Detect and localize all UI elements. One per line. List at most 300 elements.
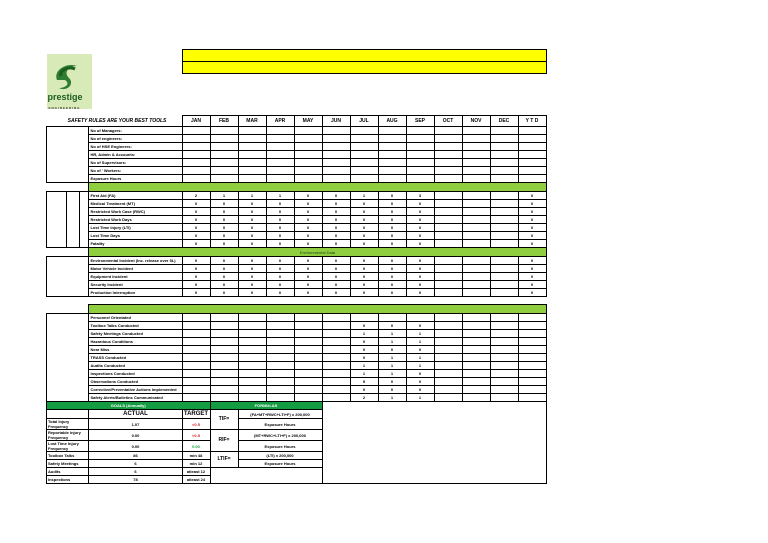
cell — [434, 346, 462, 354]
value-cell: 0 — [378, 386, 406, 394]
cell — [434, 322, 462, 330]
cell — [266, 143, 294, 151]
value-cell — [322, 322, 350, 330]
value-cell: 1 — [238, 192, 266, 200]
ytd-cell: 0 — [518, 257, 546, 265]
value-cell: 1 — [210, 192, 238, 200]
value-cell: 0 — [210, 289, 238, 297]
goal-label: Safety Meetings — [47, 460, 89, 468]
value-cell — [490, 208, 518, 216]
ytd-cell: 0 — [518, 192, 546, 200]
value-cell — [238, 354, 266, 362]
goal-actual: 78 — [89, 476, 182, 484]
value-cell — [182, 346, 210, 354]
row-label: Audits Conducted — [89, 362, 182, 370]
value-cell: 0 — [350, 273, 378, 281]
value-cell — [266, 354, 294, 362]
value-cell: 0 — [406, 322, 434, 330]
value-cell — [462, 216, 490, 224]
cell — [462, 167, 490, 175]
value-cell: 0 — [350, 208, 378, 216]
formula-name: TIF= — [210, 410, 238, 430]
goal-target: min 48 — [182, 452, 210, 460]
value-cell — [434, 273, 462, 281]
target-label: TARGET — [183, 410, 209, 417]
banner-title: SAFETY RULES ARE YOUR BEST TOOLS — [67, 117, 167, 124]
section-divider — [89, 305, 546, 314]
cell — [518, 127, 546, 135]
cell — [378, 127, 406, 135]
value-cell — [210, 362, 238, 370]
row-label: Production Interruption — [89, 289, 182, 297]
value-cell: 0 — [406, 386, 434, 394]
row-label: Toolbox Talks Conducted — [89, 322, 182, 330]
cell — [490, 378, 518, 386]
group-col-a — [47, 257, 89, 297]
value-cell: 0 — [322, 289, 350, 297]
table-row — [47, 330, 547, 338]
value-cell: 1 — [266, 192, 294, 200]
cell — [462, 354, 490, 362]
value-cell — [210, 354, 238, 362]
value-cell: 0 — [238, 281, 266, 289]
row-label: Near Miss — [89, 346, 182, 354]
value-cell: 0 — [266, 200, 294, 208]
cell — [434, 338, 462, 346]
formula-denominator: Exposure Hours — [238, 441, 322, 452]
value-cell: 0 — [378, 273, 406, 281]
value-cell — [322, 346, 350, 354]
value-cell — [434, 281, 462, 289]
value-cell — [266, 338, 294, 346]
cell — [490, 127, 518, 135]
table-row — [47, 192, 547, 200]
value-cell: 0 — [182, 240, 210, 248]
month-header: SEP — [406, 116, 434, 127]
cell — [350, 167, 378, 175]
value-cell — [294, 378, 322, 386]
table-row — [47, 183, 547, 192]
cell — [434, 143, 462, 151]
row-label: Hazardous Conditions — [89, 338, 182, 346]
table-row — [47, 297, 547, 305]
value-cell: 0 — [182, 257, 210, 265]
value-cell: 0 — [322, 257, 350, 265]
cell — [210, 159, 238, 167]
value-cell: 0 — [350, 386, 378, 394]
cell — [210, 151, 238, 159]
row-label: Motor Vehicle Incident — [89, 265, 182, 273]
value-cell — [182, 314, 210, 322]
value-cell — [490, 281, 518, 289]
value-cell — [210, 314, 238, 322]
cell — [322, 175, 350, 183]
row-label: Lost Time Days — [89, 232, 182, 240]
row-label: No of engineers: — [89, 135, 182, 143]
table-row — [47, 394, 547, 402]
cell — [462, 346, 490, 354]
goal-target: atleast 12 — [182, 468, 210, 476]
cell — [322, 127, 350, 135]
value-cell: 0 — [406, 370, 434, 378]
value-cell — [462, 257, 490, 265]
cell — [434, 314, 462, 322]
goal-target: <0.5 — [182, 430, 210, 441]
table-row — [47, 289, 547, 297]
value-cell: 0 — [406, 224, 434, 232]
value-cell — [434, 257, 462, 265]
cell — [462, 159, 490, 167]
value-cell: 1 — [350, 362, 378, 370]
value-cell: 0 — [294, 192, 322, 200]
value-cell — [322, 386, 350, 394]
value-cell: 0 — [350, 232, 378, 240]
formula-denominator: Exposure Hours — [238, 460, 322, 468]
row-label: TRASS Conducted — [89, 354, 182, 362]
value-cell: 0 — [210, 281, 238, 289]
value-cell: 0 — [322, 208, 350, 216]
table-row — [47, 354, 547, 362]
row-label: Safety Alerts/Bulletins Communicated — [89, 394, 182, 402]
spacer — [47, 305, 89, 314]
value-cell: 0 — [406, 240, 434, 248]
value-cell: 0 — [266, 281, 294, 289]
table-row — [47, 116, 547, 127]
table-row — [47, 386, 547, 394]
value-cell: 0 — [238, 265, 266, 273]
value-cell — [462, 281, 490, 289]
value-cell — [462, 232, 490, 240]
value-cell: 0 — [294, 257, 322, 265]
row-label: Exposure Hours — [89, 175, 182, 183]
value-cell — [490, 257, 518, 265]
value-cell — [322, 362, 350, 370]
table-row — [47, 151, 547, 159]
value-cell: 0 — [294, 200, 322, 208]
value-cell: 0 — [378, 216, 406, 224]
cell — [350, 159, 378, 167]
value-cell: 3 — [406, 192, 434, 200]
value-cell: 0 — [182, 232, 210, 240]
cell — [434, 127, 462, 135]
value-cell: 0 — [294, 265, 322, 273]
table-row — [47, 167, 547, 175]
row-label: Equipment Incident — [89, 273, 182, 281]
table-row — [47, 127, 547, 135]
value-cell: 0 — [210, 232, 238, 240]
value-cell: 0 — [350, 224, 378, 232]
cell — [182, 135, 210, 143]
cell — [490, 314, 518, 322]
value-cell — [182, 354, 210, 362]
cell — [350, 135, 378, 143]
value-cell: 1 — [378, 362, 406, 370]
value-cell: 0 — [322, 192, 350, 200]
value-cell — [266, 346, 294, 354]
cell — [378, 135, 406, 143]
cell — [518, 151, 546, 159]
value-cell: 5 — [350, 378, 378, 386]
value-cell: 0 — [378, 240, 406, 248]
value-cell: 0 — [350, 240, 378, 248]
value-cell: 0 — [182, 273, 210, 281]
value-cell — [490, 192, 518, 200]
formula-numerator: (FA+MT+RWC+LTI+F) x 200,000 — [238, 410, 322, 419]
cell — [210, 167, 238, 175]
value-cell: 0 — [406, 346, 434, 354]
value-cell: 0 — [406, 232, 434, 240]
table-row — [47, 232, 547, 240]
value-cell: 0 — [266, 208, 294, 216]
goal-label: Audits — [47, 468, 89, 476]
value-cell: 0 — [378, 378, 406, 386]
table-row — [47, 135, 547, 143]
value-cell: 0 — [378, 232, 406, 240]
value-cell — [434, 224, 462, 232]
value-cell — [182, 338, 210, 346]
value-cell: 0 — [322, 232, 350, 240]
value-cell — [238, 370, 266, 378]
value-cell — [238, 314, 266, 322]
month-header: NOV — [462, 116, 490, 127]
value-cell: 0 — [238, 289, 266, 297]
cell — [378, 175, 406, 183]
spacer — [47, 297, 89, 305]
cell — [350, 127, 378, 135]
value-cell — [266, 386, 294, 394]
value-cell — [294, 354, 322, 362]
row-label: Safety Meetings Conducted — [89, 330, 182, 338]
ytd-cell: 0 — [518, 208, 546, 216]
formula-name: RIF= — [210, 430, 238, 452]
cell — [322, 159, 350, 167]
value-cell — [490, 289, 518, 297]
month-header: JUL — [350, 116, 378, 127]
value-cell: 0 — [294, 232, 322, 240]
value-cell: 0 — [322, 200, 350, 208]
cell — [462, 394, 490, 402]
value-cell: 0 — [406, 216, 434, 224]
value-cell: 1 — [378, 354, 406, 362]
value-cell: 0 — [322, 281, 350, 289]
cell — [378, 159, 406, 167]
cell — [490, 370, 518, 378]
cell — [490, 143, 518, 151]
month-header: JAN — [182, 116, 210, 127]
value-cell: 0 — [294, 240, 322, 248]
goal-target: atleast 24 — [182, 476, 210, 484]
spacer — [47, 183, 89, 192]
value-cell — [462, 265, 490, 273]
formula-name: LTIF= — [210, 452, 238, 468]
table-row — [47, 159, 547, 167]
month-header: APR — [266, 116, 294, 127]
spacer — [182, 90, 546, 106]
value-cell: 0 — [322, 224, 350, 232]
table-row — [47, 50, 547, 62]
cell — [462, 378, 490, 386]
value-cell: 0 — [238, 232, 266, 240]
value-cell: 0 — [266, 224, 294, 232]
cell — [294, 175, 322, 183]
value-cell — [182, 378, 210, 386]
actual-label: ACTUAL — [89, 410, 182, 419]
cell — [322, 167, 350, 175]
ytd-cell: 0 — [518, 200, 546, 208]
value-cell — [182, 370, 210, 378]
value-cell — [294, 394, 322, 402]
value-cell: 0 — [294, 224, 322, 232]
value-cell — [210, 338, 238, 346]
value-cell: 0 — [378, 192, 406, 200]
value-cell: 0 — [350, 281, 378, 289]
value-cell: 0 — [406, 273, 434, 281]
cell — [350, 175, 378, 183]
row-label: No of HSE Engineers: — [89, 143, 182, 151]
row-label: Fatality — [89, 240, 182, 248]
cell — [266, 167, 294, 175]
value-cell — [434, 216, 462, 224]
value-cell — [490, 200, 518, 208]
value-cell — [490, 216, 518, 224]
value-cell — [322, 354, 350, 362]
cell — [47, 410, 89, 419]
cell — [434, 135, 462, 143]
spacer — [182, 106, 546, 116]
value-cell — [182, 386, 210, 394]
month-header: JUN — [322, 116, 350, 127]
value-cell: 0 — [238, 224, 266, 232]
value-cell: 0 — [294, 281, 322, 289]
value-cell — [294, 330, 322, 338]
value-cell — [210, 386, 238, 394]
cell — [434, 354, 462, 362]
value-cell: 0 — [266, 265, 294, 273]
value-cell — [238, 346, 266, 354]
formula-denominator: Exposure Hours — [238, 419, 322, 430]
yellow-bar-2 — [182, 62, 546, 74]
value-cell: 1 — [378, 370, 406, 378]
value-cell: 0 — [406, 281, 434, 289]
value-cell — [322, 338, 350, 346]
value-cell: 1 — [406, 354, 434, 362]
cell — [294, 135, 322, 143]
value-cell: 0 — [266, 216, 294, 224]
table-row — [47, 175, 547, 183]
table-row — [47, 305, 547, 314]
value-cell: 0 — [294, 208, 322, 216]
row-label: Security Incident — [89, 281, 182, 289]
logo-sub: ENGINEERING — [48, 105, 81, 110]
cell — [462, 127, 490, 135]
cell — [462, 135, 490, 143]
value-cell: 0 — [210, 216, 238, 224]
goal-label: Reportable Injury Frequency — [47, 430, 89, 441]
cell — [182, 159, 210, 167]
cell — [518, 338, 546, 346]
cell — [322, 151, 350, 159]
value-cell: 0 — [266, 257, 294, 265]
value-cell — [238, 386, 266, 394]
row-label: No of Managers: — [89, 127, 182, 135]
value-cell: 0 — [322, 240, 350, 248]
value-cell: 0 — [266, 289, 294, 297]
ytd-cell: 0 — [518, 289, 546, 297]
value-cell — [266, 330, 294, 338]
value-cell: 1 — [406, 394, 434, 402]
cell — [406, 135, 434, 143]
table-row — [47, 322, 547, 330]
value-cell: 0 — [406, 289, 434, 297]
value-cell — [238, 322, 266, 330]
value-cell: 0 — [350, 265, 378, 273]
value-cell: 0 — [406, 200, 434, 208]
value-cell: 0 — [350, 354, 378, 362]
value-cell — [490, 224, 518, 232]
cell — [490, 338, 518, 346]
cell — [434, 151, 462, 159]
cell — [406, 127, 434, 135]
cell — [518, 394, 546, 402]
group-col-c — [80, 192, 89, 248]
cell — [350, 143, 378, 151]
value-cell — [294, 386, 322, 394]
row-label: Environmental Incident (Inc. release over 5L) — [89, 257, 182, 265]
month-header: FEB — [210, 116, 238, 127]
cell — [182, 167, 210, 175]
value-cell — [434, 289, 462, 297]
goals-header: GOALS (Annually) — [47, 402, 211, 410]
value-cell: 0 — [322, 265, 350, 273]
value-cell: 0 — [182, 200, 210, 208]
value-cell: 0 — [210, 224, 238, 232]
value-cell — [266, 378, 294, 386]
value-cell: 0 — [350, 216, 378, 224]
value-cell: 0 — [266, 232, 294, 240]
cell — [490, 346, 518, 354]
cell — [294, 167, 322, 175]
cell — [490, 362, 518, 370]
value-cell — [434, 192, 462, 200]
cell — [518, 322, 546, 330]
value-cell: 0 — [322, 273, 350, 281]
row-label: Corrective/Preventative Actions Implemented — [89, 386, 182, 394]
value-cell: 0 — [378, 200, 406, 208]
cell — [182, 175, 210, 183]
cell — [490, 135, 518, 143]
cell — [490, 354, 518, 362]
value-cell — [434, 240, 462, 248]
value-cell — [490, 240, 518, 248]
value-cell: 0 — [378, 346, 406, 354]
cell — [518, 330, 546, 338]
cell — [434, 175, 462, 183]
section-divider: Environmental Data — [89, 248, 546, 257]
value-cell — [294, 346, 322, 354]
value-cell — [238, 362, 266, 370]
logo-brand: prestige — [47, 91, 83, 102]
value-cell — [182, 362, 210, 370]
ytd-cell: 0 — [518, 265, 546, 273]
value-cell: 0 — [322, 216, 350, 224]
row-label: Personnel Orientated — [89, 314, 182, 322]
cell — [238, 175, 266, 183]
value-cell — [266, 362, 294, 370]
cell — [210, 127, 238, 135]
value-cell: 0 — [238, 208, 266, 216]
activity-group — [47, 314, 89, 402]
cell — [294, 143, 322, 151]
